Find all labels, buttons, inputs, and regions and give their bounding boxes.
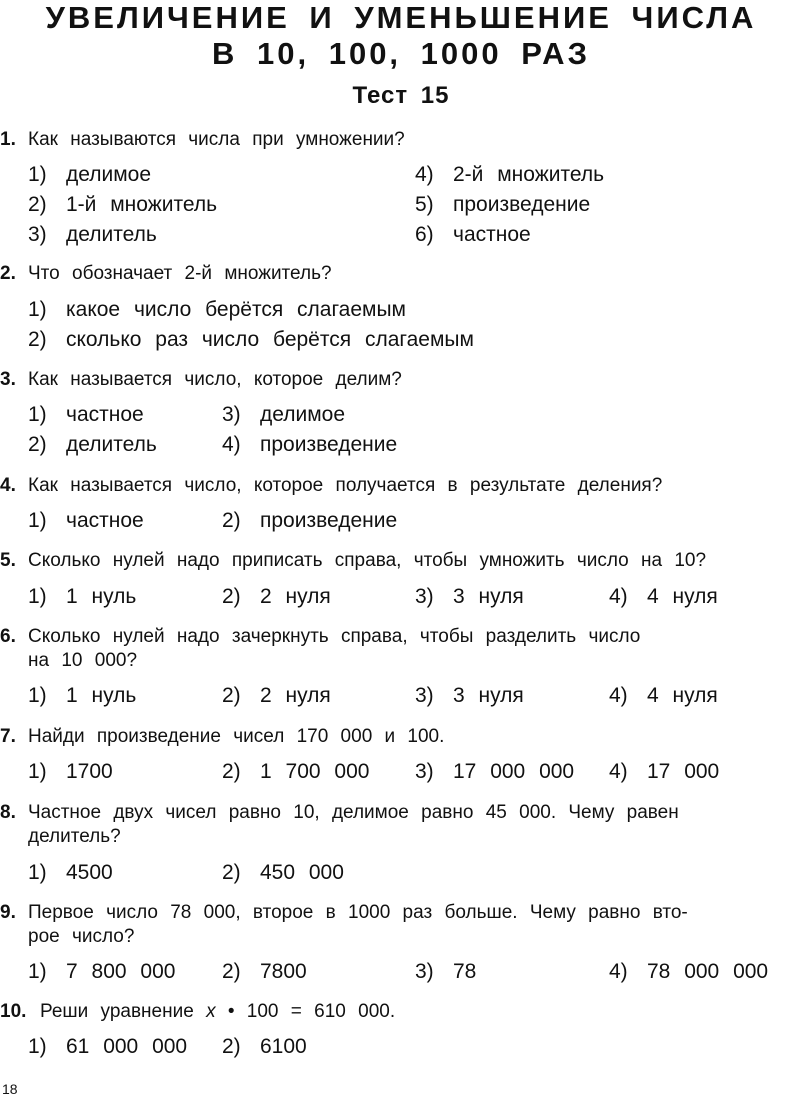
answer-option (222, 430, 397, 460)
answer-option (222, 681, 331, 711)
option-number: 2) (28, 433, 47, 456)
answer-option (28, 1032, 187, 1062)
answer-option (28, 190, 217, 220)
question-number: 1. (0, 129, 16, 150)
option-number: 2) (222, 1035, 241, 1058)
option-number: 4) (609, 960, 628, 983)
answer-option (222, 757, 369, 787)
option-number: 3) (415, 585, 434, 608)
option-text: произведение (260, 433, 398, 456)
option-number: 1) (28, 760, 47, 783)
answer-option (28, 757, 113, 787)
question-text: Найди произведение чисел 170 000 и 100. (28, 726, 445, 747)
option-number: 4) (222, 433, 241, 456)
option-number: 1) (28, 960, 47, 983)
option-text: делимое (260, 403, 346, 426)
answer-option (415, 957, 476, 987)
option-text: 450 000 (260, 861, 344, 884)
option-number: 3) (415, 960, 434, 983)
question-text-line-1: Первое число 78 000, второе в 1000 раз больше. Чему равно вто- (28, 902, 688, 923)
option-text: 1-й множитель (66, 193, 218, 216)
question-number: 5. (0, 550, 16, 571)
question-text-line-2: рое число? (28, 926, 135, 947)
option-number: 6) (415, 223, 434, 246)
option-text: 1 нуль (66, 585, 137, 608)
question-text-after-variable: • 100 = 610 000. (215, 1001, 396, 1022)
answer-option (28, 506, 144, 536)
answer-option (222, 858, 344, 888)
answer-option (609, 957, 768, 987)
question-text: Как называется число, которое делим? (28, 369, 402, 390)
answer-option (609, 757, 719, 787)
question-number: 2. (0, 263, 16, 284)
answer-option (28, 957, 175, 987)
answer-option (415, 220, 531, 250)
answer-option (415, 190, 590, 220)
option-text: 3 нуля (453, 585, 524, 608)
option-number: 3) (415, 760, 434, 783)
option-number: 2) (28, 193, 47, 216)
question-text: Как называются числа при умножении? (28, 129, 405, 150)
question-text-line-2: на 10 000? (28, 650, 138, 671)
option-text: 7 800 000 (66, 960, 176, 983)
answer-option (28, 160, 151, 190)
question-text-line-2: делитель? (28, 826, 121, 847)
question-number: 7. (0, 726, 16, 747)
option-text: 3 нуля (453, 684, 524, 707)
page-number: 18 (2, 1081, 18, 1097)
option-text: 78 (453, 960, 477, 983)
option-text: 2 нуля (260, 684, 331, 707)
title-line-2: В 10, 100, 1000 РАЗ (212, 36, 590, 71)
option-number: 1) (28, 684, 47, 707)
answer-option (222, 506, 397, 536)
answer-option (609, 582, 718, 612)
option-text: частное (66, 403, 144, 426)
option-number: 1) (28, 861, 47, 884)
answer-option (28, 858, 113, 888)
answer-option (28, 295, 406, 325)
answer-option (415, 160, 604, 190)
option-text: 61 000 000 (66, 1035, 188, 1058)
option-text: 7800 (260, 960, 307, 983)
question-text (40, 1000, 802, 1024)
option-text: 1 нуль (66, 684, 137, 707)
question-text-before-variable: Реши уравнение (40, 1001, 207, 1022)
title-line-1: УВЕЛИЧЕНИЕ И УМЕНЬШЕНИЕ ЧИСЛА (45, 0, 757, 35)
option-text: 78 000 000 (647, 960, 769, 983)
option-text: делимое (66, 163, 152, 186)
question-number: 3. (0, 369, 16, 390)
option-text: делитель (66, 223, 157, 246)
option-text: 4 нуля (647, 684, 718, 707)
option-text: 17 000 000 (453, 760, 575, 783)
question-text: Как называется число, которое получается в результате деления? (28, 475, 663, 496)
answer-option (28, 681, 136, 711)
option-number: 5) (415, 193, 434, 216)
equation-variable: x (206, 1001, 216, 1022)
option-text: 2 нуля (260, 585, 331, 608)
option-number: 3) (222, 403, 241, 426)
option-number: 2) (222, 861, 241, 884)
answer-option (28, 400, 144, 430)
option-number: 2) (222, 684, 241, 707)
option-text: 4500 (66, 861, 113, 884)
test-label: Тест 15 (352, 82, 450, 109)
question-text: Сколько нулей надо приписать справа, чтобы умножить число на 10? (28, 550, 707, 571)
option-text: 4 нуля (647, 585, 718, 608)
question-number: 9. (0, 902, 16, 923)
option-number: 1) (28, 163, 47, 186)
option-text: частное (453, 223, 531, 246)
answer-option (415, 757, 574, 787)
option-text: делитель (66, 433, 157, 456)
option-number: 3) (28, 223, 47, 246)
question-number: 8. (0, 802, 16, 823)
option-text: 2-й множитель (453, 163, 605, 186)
question-text-line-1: Частное двух чисел равно 10, делимое равно 45 000. Чему равен (28, 802, 679, 823)
option-number: 2) (28, 328, 47, 351)
option-number: 2) (222, 760, 241, 783)
option-number: 1) (28, 585, 47, 608)
answer-option (415, 582, 524, 612)
option-text: сколько раз число берётся слагаемым (66, 328, 474, 351)
option-number: 2) (222, 960, 241, 983)
option-text: 6100 (260, 1035, 307, 1058)
option-number: 1) (28, 403, 47, 426)
option-text: произведение (260, 509, 398, 532)
option-number: 1) (28, 1035, 47, 1058)
option-number: 3) (415, 684, 434, 707)
option-text: 1 700 000 (260, 760, 370, 783)
option-text: 17 000 (647, 760, 720, 783)
option-text: какое число берётся слагаемым (66, 298, 406, 321)
option-number: 4) (609, 684, 628, 707)
answer-option (609, 681, 718, 711)
answer-option (222, 582, 331, 612)
answer-option (222, 1032, 307, 1062)
option-number: 4) (609, 585, 628, 608)
answer-option (28, 582, 136, 612)
option-number: 1) (28, 509, 47, 532)
question-text: Что обозначает 2-й множитель? (28, 263, 332, 284)
answer-option (222, 400, 345, 430)
option-number: 4) (415, 163, 434, 186)
question-number: 6. (0, 626, 16, 647)
question-text-line-1: Сколько нулей надо зачеркнуть справа, чтобы разделить число (28, 626, 641, 647)
option-text: 1700 (66, 760, 113, 783)
option-number: 4) (609, 760, 628, 783)
question-number: 10. (0, 1001, 27, 1022)
option-text: частное (66, 509, 144, 532)
option-number: 2) (222, 509, 241, 532)
answer-option (28, 220, 157, 250)
question-number: 4. (0, 475, 16, 496)
option-number: 2) (222, 585, 241, 608)
answer-option (28, 325, 474, 355)
answer-option (222, 957, 307, 987)
option-text: произведение (453, 193, 591, 216)
answer-option (415, 681, 524, 711)
option-number: 1) (28, 298, 47, 321)
answer-option (28, 430, 157, 460)
